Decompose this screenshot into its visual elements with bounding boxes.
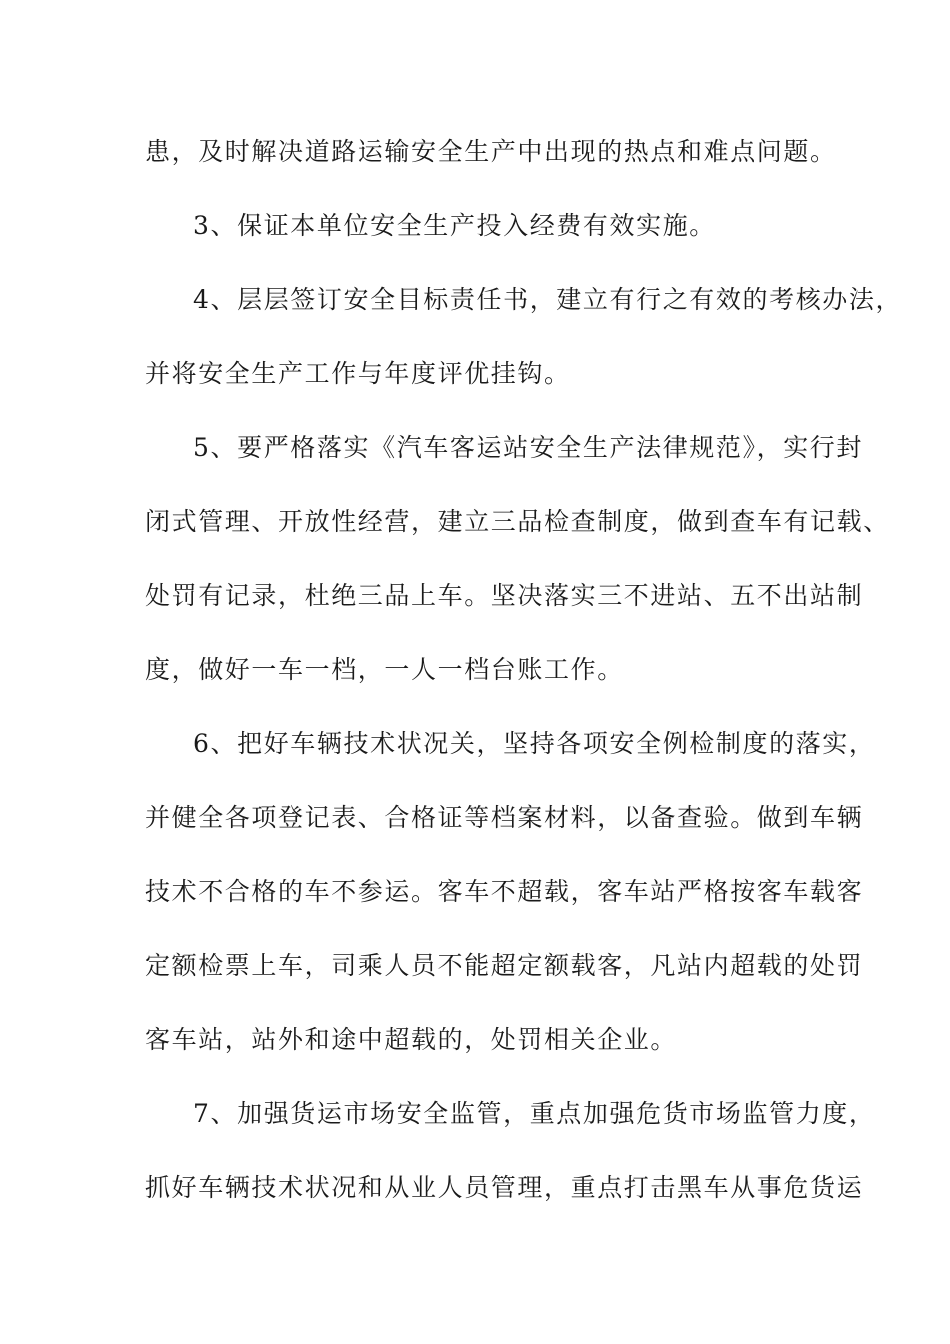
text-line-7: 处罚有记录，杜绝三品上车。坚决落实三不进站、五不出站制 [145, 581, 864, 610]
text-line-6: 闭式管理、开放性经营，建立三品检查制度，做到查车有记载、 [145, 507, 890, 536]
text-line-8: 度，做好一车一档，一人一档台账工作。 [145, 655, 624, 684]
text-line-14: 7、加强货运市场安全监管，重点加强危货市场监管力度， [193, 1099, 876, 1128]
text-line-9: 6、把好车辆技术状况关，坚持各项安全例检制度的落实， [193, 729, 876, 758]
text-line-4: 并将安全生产工作与年度评优挂钩。 [145, 359, 571, 388]
text-line-13: 客车站，站外和途中超载的，处罚相关企业。 [145, 1025, 678, 1054]
text-line-11: 技术不合格的车不参运。客车不超载，客车站严格按客车载客 [145, 877, 864, 906]
text-line-10: 并健全各项登记表、合格证等档案材料，以备查验。做到车辆 [145, 803, 864, 832]
text-line-3: 4、层层签订安全目标责任书，建立有行之有效的考核办法， [193, 285, 903, 314]
text-line-5: 5、要严格落实《汽车客运站安全生产法律规范》，实行封 [193, 433, 864, 462]
text-line-12: 定额检票上车，司乘人员不能超定额载客，凡站内超载的处罚 [145, 951, 864, 980]
text-line-15: 抓好车辆技术状况和从业人员管理，重点打击黑车从事危货运 [145, 1173, 864, 1202]
text-line-1: 患，及时解决道路运输安全生产中出现的热点和难点问题。 [145, 137, 837, 166]
text-line-2: 3、保证本单位安全生产投入经费有效实施。 [193, 211, 716, 240]
